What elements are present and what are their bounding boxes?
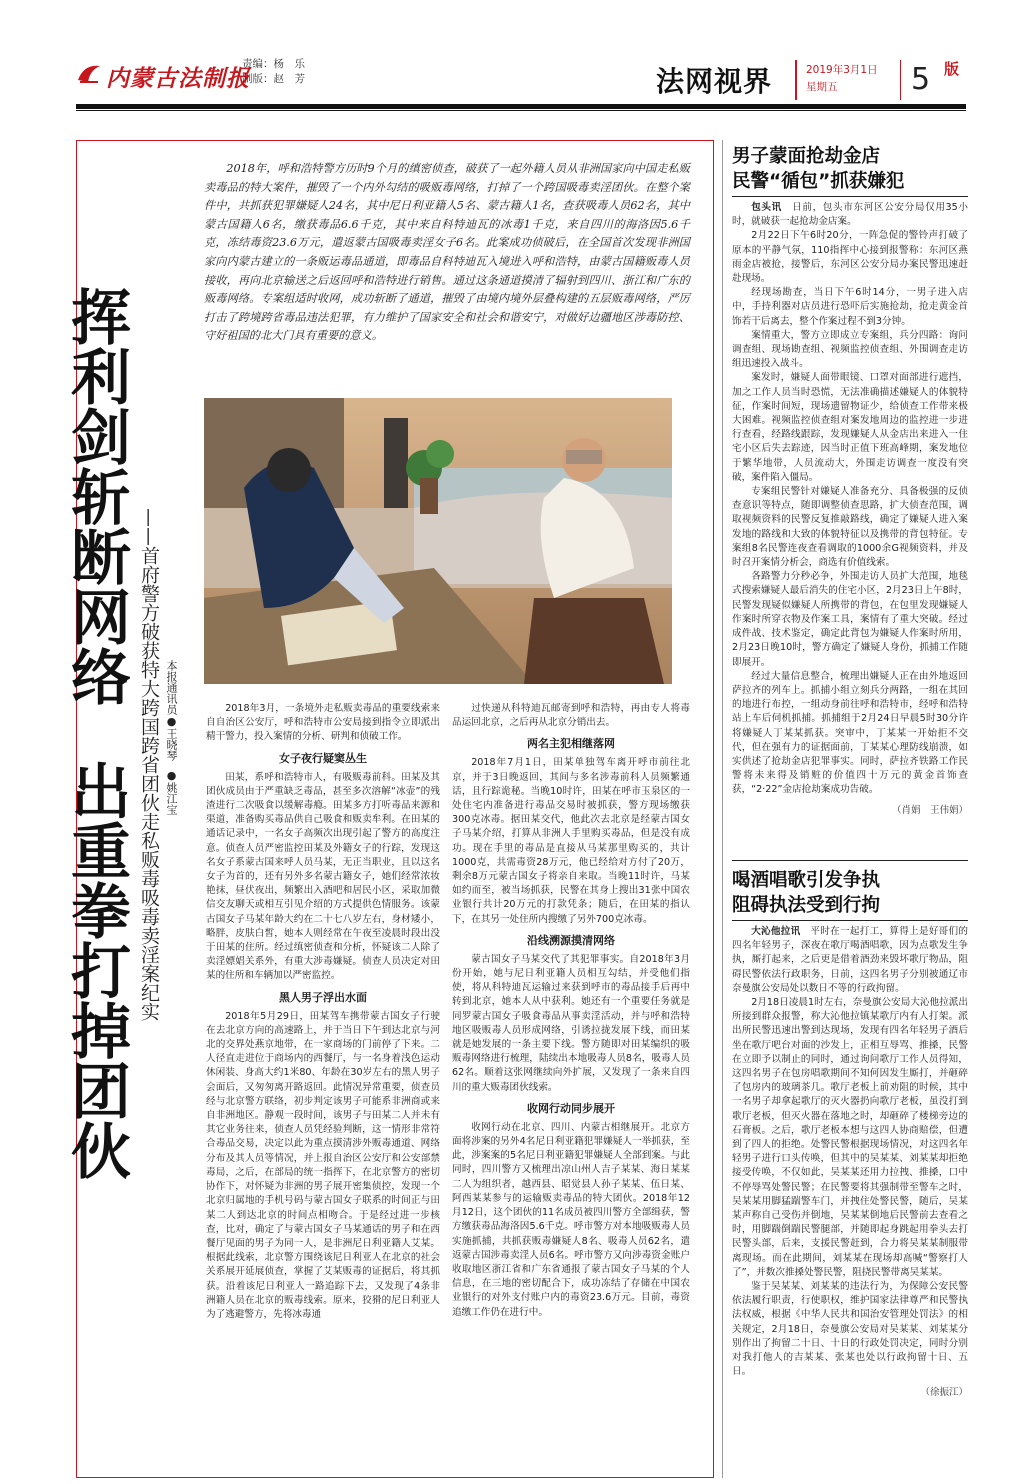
body-paragraph: [732, 485, 968, 570]
editor-line: 责编：杨 乐: [242, 58, 305, 70]
section-subhead: 女子夜行疑窦丛生: [279, 751, 367, 765]
article-3-rule: [732, 920, 968, 921]
body-paragraph: [732, 286, 968, 329]
byline-1: 本报通讯员●王晓琴: [165, 660, 178, 761]
paragraph-text: 2月18日凌晨1时左右，奈曼旗公安局大沁他拉派出所接到群众报警，称大沁他拉镇某歌厅内有人打架。派出所民警迅速出警到达现场，发现有四名年轻男子酒后坐在歌厅吧台对面的沙发上，正相互辱骂、推搡，民警在立即予以制止的同时，通过询问歌厅工作人员得知，这四名男子在包房唱歌期间不知何因发生厮打，并砸碎了包房内的玻璃茶几。歌厅老板上前劝阻的时候，其中一名男子却拿起歌厅的灭火器扔向歌厅老板，虽没打到歌厅老板，但灭火器在落地之时，却砸碎了楼梯旁边的石膏板。之后，歌厅老板本想与这四人协商赔偿，但遭到了四人的拒绝。处警民警根据现场情况，对这四名年轻男子进行口头传唤，但其中的吴某某、刘某某却拒绝接受传唤，不仅如此，吴某某还用力拉拽、推搡，口中不停辱骂处警民警；在民警要将其强制带至警车之时，吴某某用脚猛踹警车门，并拽住处警民警，随后，吴某某声称自己受伤并倒地，吴某某倒地后民警前去查看之时，用脚踹倒踹民警腿部，并随即起身跳起用拳头去打民警头部，后来，支援民警赶到，合力将吴某某制服带离现场。而在此期间，刘某某在现场却高喊“警察打人了”，并数次推搡处警民警，阻挠民警带离吴某某。: [732, 997, 968, 1278]
paragraph-text: 专案组民警针对嫌疑人准备充分、具备极强的反侦查意识等特点，随即调整侦查思路，扩大侦查范围，调取视频资料的民警反复推敲路线，确定了嫌疑人进入案发地的路线和大致的体貌特征以及携带的背包特征。专案组8名民警连夜查看调取的1000余G视频资料，并及时召开案情分析会，商选有价值线索。: [732, 486, 968, 569]
body-paragraph: [732, 329, 968, 372]
article-3-credit: （徐振江）: [920, 1386, 968, 1398]
dateline: 包头讯: [751, 202, 793, 213]
feature-headline-line-2: 出重拳打掉团伙: [61, 760, 131, 1180]
article-2-headline-1: 男子蒙面抢劫金店: [732, 146, 881, 167]
body-paragraph: [732, 201, 968, 229]
body-paragraph: [732, 371, 968, 485]
dateline: 大沁他拉讯: [751, 926, 811, 937]
masthead: [0, 0, 1024, 104]
newspaper-logo-text: 内蒙古法制报: [106, 66, 250, 92]
body-paragraph: [732, 570, 968, 669]
section-subhead: 两名主犯相继落网: [527, 737, 615, 751]
body-paragraph: 2018年5月29日，田某驾车携带蒙古国女子行驶在去北京方向的高速路上，并于当日下午到达北京与河北的交界处燕京地带，在一家商场的门前停了下来。二人径直走进位于商场内的西餐厅，与一名身着浅色运动休闲装、身高大约1米80、年龄在30岁左右的黑人男子会面后，又匆匆离开路返回。此情况异常重要，侦查员经与北京警方联络，初步判定该男子可能系非洲商或来自非洲地区。静观一段时间，该男子与田某二人并未有其它业务往来，侦查人员凭经验判断，这一情形非常符合毒品交易，决定以此为重点摸清涉外贩毒通道、网络分布及其人员等情况，并上报自治区公安厅和公安部禁毒局，之后，在部局的统一指挥下，在北京警方的密切协作下，对怀疑为非洲的男子展开密集侦控，发现一个北京归属地的手机号码与蒙古国女子联系的时间正与田某二人到达北京的时间点相吻合。于是经过进一步核查，比对，确定了与蒙古国女子马某通话的男子和在西餐厅见面的男子为同一人，是非洲尼日利亚籍人艾某。根据此线索，北京警方围绕该尼日利亚人在北京的社会关系展开延展侦查，掌握了艾某贩毒的证据后，将其抓获。沿着该尼日利亚人一路追踪下去，又发现了4条非洲籍人员在北京的贩毒线索。原来，狡猾的尼日利亚人为了逃避警方，先将冰毒通: [206, 1010, 440, 1320]
body-paragraph: 2018年3月，一条境外走私贩卖毒品的重要线索来自自治区公安厅，呼和浩特市公安局接到指令立即派出精干警力，投入案情的分析、研判和侦破工作。: [206, 703, 440, 743]
body-paragraph: [732, 925, 968, 996]
body-paragraph: [732, 229, 968, 286]
feature-bylines: [164, 660, 180, 815]
section-subhead: 收网行动同步展开: [527, 1101, 615, 1115]
issue-weekday: 星期五: [806, 81, 838, 93]
feature-column-2: [452, 702, 690, 1320]
section-subhead: 黑人男子浮出水面: [279, 990, 367, 1004]
article-3-body: [732, 925, 968, 1380]
issue-date: [806, 62, 878, 96]
paragraph-text: 经现场勘查，当日下午6时14分，一男子进入店中，手持利器对店员进行恐吓后实施抢劫，抢走黄金首饰若干后离去，整个作案过程不到3分钟。: [732, 287, 968, 327]
body-paragraph: 2018年7月1日，田某单独驾车离开呼市前往北京，并于3日晚返回，其间与多名涉毒前科人员频繁通话，且行踪诡秘。当晚10时许，田某在呼市玉泉区的一处住宅内准备进行毒品交易时被抓获，警方现场缴获300克冰毒。据田某交代，他此次去北京是经蒙古国女子马某介绍，打算从非洲人手里购买毒品，但是没有成功。现在手里的毒品是直接从马某那里购买的，共计1000克，共需毒资28万元，他已经给对方付了20万，剩余8万元蒙古国女子将亲自来取。当晚11时许，马某如约而至，被当场抓获，民警在其身上搜出31张中国农业银行共计20万元的打款凭条；随后，在田某的指认下，在其另一处住所内搜缴了另外700克冰毒。: [452, 757, 690, 925]
layout-line: 制版：赵 芳: [242, 73, 305, 85]
body-paragraph: 田某，系呼和浩特市人，有吸贩毒前科。田某及其团伙成员由于严重缺乏毒品，甚至多次溶解“冰壶”的残渣进行二次吸食以缓解毒瘾。田某多方打听毒品来源和渠道，准备购买毒品供自己吸食和贩卖牟利。在田某的通话记录中，一名女子高频次出现引起了警方的高度注意。侦查人员严密监控田某及外籍女子的行踪，发现这名女子系蒙古国来呼人员马某，无正当职业，且以这名女子为首的，还有另外多名蒙古籍女子，她们经常浓妆艳抹，昼伏夜出，频繁出入酒吧和居民小区，采取加微信交友聊天或相互引见介绍的方式提供色情服务。该蒙古国女子马某年龄大约在二十七八岁左右，身材矮小，略胖，皮肤白皙，她本人则经常在午夜至凌晨时段出没于田某的住所。经过缜密侦查和分析，怀疑该二人除了卖淫嫖娼关系外，有重大涉毒嫌疑。侦查人员决定对田某的住所和车辆加以严密监控。: [206, 771, 440, 982]
feature-photo: [204, 398, 672, 684]
section-title: 法网视界: [656, 65, 773, 98]
article-divider: [732, 860, 968, 861]
body-paragraph: 过快递从科特迪瓦邮寄到呼和浩特，再由专人将毒品运回北京，之后再从北京分销出去。: [452, 703, 690, 729]
newspaper-logo-icon: [76, 62, 102, 84]
feature-headline-line-1: 挥利剑斩断网络: [61, 286, 131, 706]
article-3-headline-2: 阻碍执法受到行拘: [732, 895, 881, 916]
editor-credits: [242, 57, 305, 87]
article-karaoke-dispute: [732, 868, 968, 1398]
feature-column-1: [206, 702, 440, 1322]
paragraph-text: 案发时，嫌疑人面带眼镜、口罩对面部进行遮挡，加之工作人员当时恐慌，无法准确描述嫌疑人的体貌特征，作案时间短，现场遗留物证少，给侦查工作带来极大困难。视频监控侦查组对案发地周边的监控进一步进行查看，经路线跟踪，发现嫌疑人从金店出来进入一住宅小区后失去踪迹，因当时正值下班高峰期，案发地位于繁华地带，人员流动大，外围走访调查一度没有突破，案件陷入僵局。: [732, 372, 968, 483]
article-3-headline-1: 喝酒唱歌引发争执: [732, 870, 881, 891]
article-2-credit: （肖娟 王伟娟）: [891, 804, 968, 816]
article-2-headline-2: 民警“循包”抓获嫌犯: [732, 171, 905, 192]
page-number: 5: [900, 60, 940, 100]
paragraph-text: 日前，包头市东河区公安分局仅用35小时，就破获一起抢劫金店案。: [732, 202, 968, 228]
paragraph-text: 鉴于吴某某、刘某某的违法行为，为保障公安民警依法履行职责，行使职权，维护国家法律尊严和民警执法权威，根据《中华人民共和国治安管理处罚法》的相关规定，2月18日，奈曼旗公安局对吴某某、刘某某分别作出了拘留二十日、十日的行政处罚决定，同时分别对我打他人的吉某某、张某也处以行政拘留十日、五日。: [732, 1281, 968, 1378]
body-paragraph: 蒙古国女子马某交代了其犯罪事实。自2018年3月份开始，她与尼日利亚籍人员相互勾结，并受他们指使，将从科特迪瓦运输过来获到呼市的毒品接手后再中转到北京，她本人从中获利。她还有一个重要任务就是同罗蒙古国女子吸食毒品从事卖淫活动，并与呼和浩特地区吸贩毒人员形成网络，引诱拉拢发展下线，而田某就是她发展的一条主要下线。警方随即对田某编织的吸贩毒网络进行梳理，陆续出本地吸毒人员8名，吸毒人员62名。顺着这张网继续向外扩展，又发现了一条来自四川的重大贩毒团伙线索。: [452, 953, 690, 1093]
section-subhead: 沿线溯源摸清网络: [527, 933, 615, 947]
article-jewelry-robbery: [732, 144, 968, 816]
body-paragraph: [732, 1280, 968, 1379]
body-paragraph: [732, 670, 968, 798]
masthead-rule-thin: [76, 110, 966, 111]
column-divider: [722, 140, 723, 1478]
body-paragraph: [732, 996, 968, 1280]
feature-subtitle: ——首府警方破获特大跨国跨省团伙走私贩毒吸毒卖淫案纪实: [138, 508, 160, 1021]
feature-headline: [60, 276, 130, 1190]
byline-2: ●姚江宝: [165, 769, 178, 815]
masthead-rule: [76, 104, 966, 109]
page-label: 版: [944, 60, 960, 78]
paragraph-text: 2月22日下午6时20分，一阵急促的警铃声打破了原本的平静气氛，110指挥中心接到报警称：东河区燕雨金店被抢，接警后，东河区公安分局办案民警迅速赶赴现场。: [732, 230, 968, 285]
feature-photo-illustration: [204, 398, 672, 684]
feature-lead: 2018年，呼和浩特警方历时9个月的缜密侦查，破获了一起外籍人员从非洲国家向中国走私贩卖毒品的特大案件，摧毁了一个内外勾结的吸贩毒网络，打掉了一个跨国吸毒卖淫团伙。在整个案件中，共抓获犯罪嫌疑人24名，其中尼日利亚籍人5名、蒙古籍人1名，查获吸毒人员62名，其中蒙古国籍人6名，缴获毒品6.6千克，其中来自科特迪瓦的冰毒1千克，来自四川的海洛因5.6千克，冻结毒资23.6万元，遣返蒙古国吸毒卖淫女子6名。此案成功侦破后，在全国首次发现非洲国家向内蒙古建立的一条贩运毒品通道，即毒品自科特迪瓦入境进入呼和浩特，由蒙古国籍贩毒人员接收，再向北京输送之后返回呼和浩特进行销售。通过这条通道摸清了辐射到四川、浙江和广东的贩毒网络。专案组适时收网，成功斩断了通道，摧毁了由境内境外层叠构建的五层贩毒网络，严厉打击了跨境跨省毒品违法犯罪，有力维护了国家安全和社会和谐安宁，对做好边疆地区涉毒防控、守好祖国的北大门具有重要的意义。: [204, 162, 690, 343]
header-divider: [795, 60, 797, 100]
body-paragraph: 收网行动在北京、四川、内蒙古相继展开。北京方面将涉案的另外4名尼日利亚籍犯罪嫌疑人一举抓获，至此，涉案案的5名尼日利亚籍犯罪嫌疑人全部到案。与此同时，四川警方又梳理出凉山州人吉子某某、海日某某二人为组织者，越西县、昭觉县人孙子某某、伍日某、阿西某某参与的运输贩卖毒品的特大团伙。2018年12月12日，这个团伙的11名成员被四川警方全部缉获，警方缴获毒品海洛因5.6千克。呼市警方对本地吸贩毒人员实施抓捕，共抓获贩毒嫌疑人8名、吸毒人员62名，遣返蒙古国涉毒卖淫人员6名。呼市警方又向涉毒资金账户收取地区浙江省和广东省通报了蒙古国女子马某的个人信息，在三地的密切配合下，成功冻结了存储在中国农业银行的对外支付账户内的毒资23.6万元。目前，毒资追缴工作仍在进行中。: [452, 1121, 690, 1318]
article-2-body: [732, 201, 968, 798]
article-2-rule: [732, 196, 968, 197]
paragraph-text: 案情重大，警方立即成立专案组，兵分四路：询问调查组、现场勘查组、视频监控侦查组、外围调查走访组迅速投入战斗。: [732, 329, 968, 370]
issue-date-text: 2019年3月1日: [806, 64, 878, 76]
paragraph-text: 平时在一起打工，算得上是好哥们的四名年轻男子，深夜在歌厅喝酒唱歌，因为点歌发生争执，厮打起来，之后更是借着酒劲来毁坏歌厅物品，阻碍民警依法行政职务，日前，这四名男子分别被通辽市奈曼旗公安局处以数日不等的行政拘留。: [732, 926, 969, 994]
paragraph-text: 各路警力分秒必争，外围走访人员扩大范围，地毯式搜索嫌疑人最后消失的住宅小区，2月23日上午8时，民警发现疑似嫌疑人所携带的背包，在包里发现嫌疑人作案时所穿衣物及作案工具，案情有了重大突破。经过成件战、技术鉴定，确定此背包为嫌疑人作案时所用，2月23日晚10时，警方确定了嫌疑人身份，抓捕工作随即展开。: [732, 571, 968, 668]
paragraph-text: 经过大量信息整合，梳理出嫌疑人正在由外地返回萨拉齐的列车上。抓捕小组立刻兵分两路，一组在其回的地进行布控，一组动身前往呼和浩特市，经呼和浩特站上车后伺机抓捕。抓捕组于2月24日早晨5时30分许将嫌疑人丁某某抓获。突审中，丁某某一开始拒不交代，但在强有力的证据面前，丁某某心理防线崩溃，如实供述了抢劫金店犯罪事实。同时，萨拉齐铁路工作民警将未来得及销赃的价值四十万元的黄金首饰查获，“2·22”金店抢劫案成功告破。: [732, 670, 968, 796]
